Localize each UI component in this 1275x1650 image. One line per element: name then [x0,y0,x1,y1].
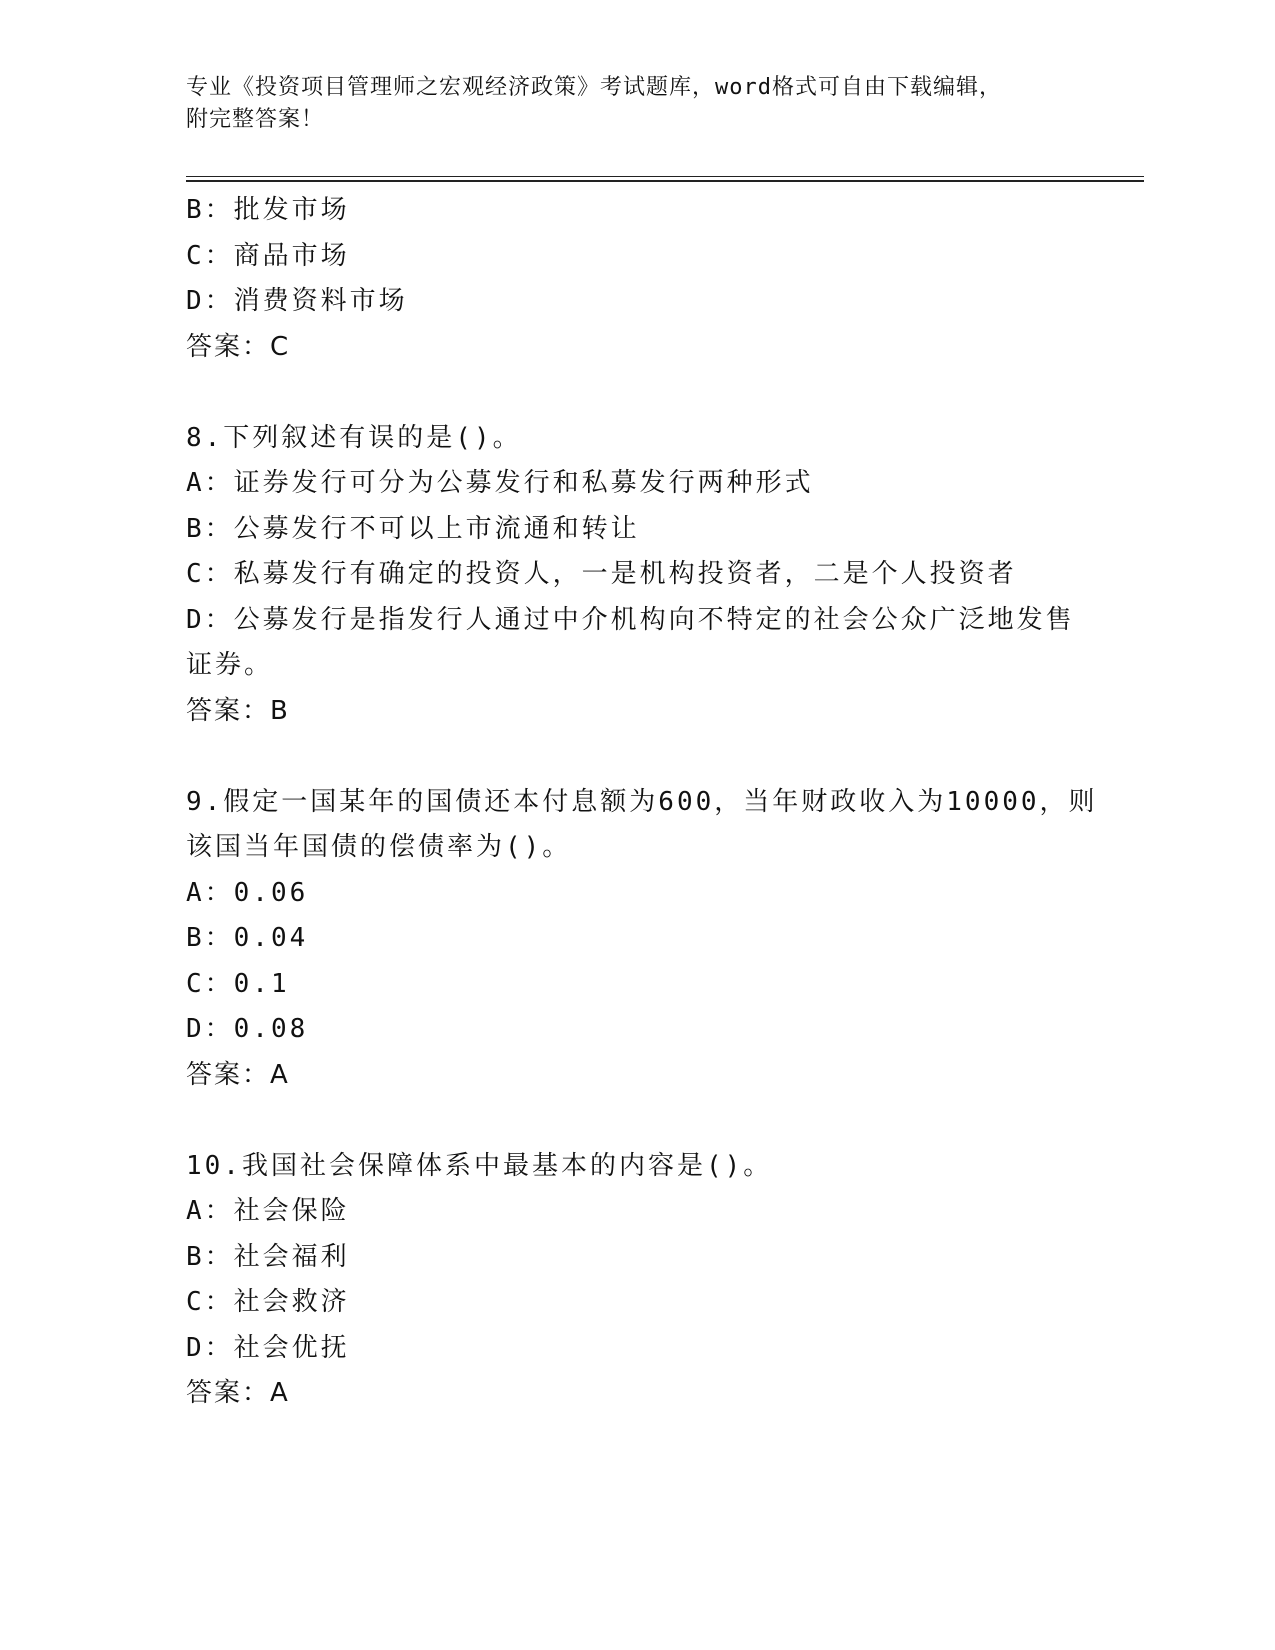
document-header [186,72,1086,136]
q10-stem: 10.我国社会保障体系中最基本的内容是()。 [186,1150,773,1181]
q9-stem-line-2: 该国当年国债的偿债率为()。 [186,832,572,862]
q9-option-d: D：0.08 [186,1014,309,1044]
header-line-1: 专业《投资项目管理师之宏观经济政策》考试题库，word格式可自由下载编辑， [186,75,1002,100]
q9-option-c: C：0.1 [186,968,290,999]
q10-option-a: A：社会保险 [186,1196,350,1226]
q8-answer: 答案：B [186,695,290,726]
question-9 [186,780,1098,1099]
q10-option-b: B：社会福利 [186,1241,350,1272]
q9-stem-line-1: 9.假定一国某年的国债还本付息额为600，当年财政收入为10000，则 [186,786,1098,817]
q8-option-b: B：公募发行不可以上市流通和转让 [186,513,640,544]
q8-option-d-line-1: D：公募发行是指发行人通过中介机构向不特定的社会公众广泛地发售 [186,604,1075,635]
q8-option-d-line-2: 证券。 [186,650,274,680]
q10-option-c: C：社会救济 [186,1287,350,1317]
question-10 [186,1144,1086,1417]
q10-answer: 答案：A [186,1378,290,1408]
header-divider-top [186,176,1144,177]
q7-option-b: B：批发市场 [186,195,350,225]
question-list [186,188,1098,1417]
q7-option-c: C：商品市场 [186,240,350,271]
q9-answer: 答案：A [186,1059,290,1090]
q10-option-d: D：社会优抚 [186,1332,350,1363]
spacer [186,370,1086,416]
question-8 [186,416,1086,735]
question-7-tail [186,188,1086,370]
q8-stem: 8.下列叙述有误的是()。 [186,422,522,453]
q7-answer: 答案：C [186,331,291,362]
header-line-2: 附完整答案！ [186,107,325,132]
q8-option-c: C：私募发行有确定的投资人，一是机构投资者，二是个人投资者 [186,559,1017,589]
q9-option-b: B：0.04 [186,923,309,953]
spacer [186,1098,1086,1144]
header-divider-bottom [186,180,1144,182]
q9-option-a: A：0.06 [186,877,309,908]
q8-option-a: A：证券发行可分为公募发行和私募发行两种形式 [186,468,814,498]
spacer [186,734,1086,780]
q7-option-d: D：消费资料市场 [186,286,408,316]
